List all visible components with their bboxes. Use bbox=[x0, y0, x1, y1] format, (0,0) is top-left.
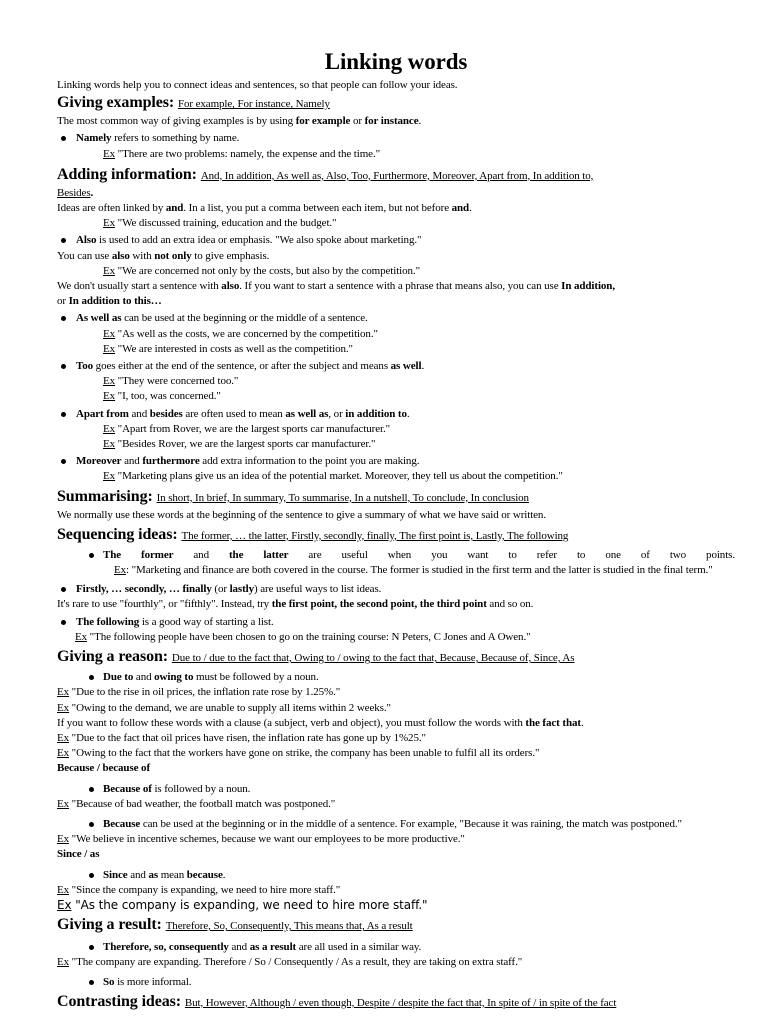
example-line: Ex "As the company is expanding, we need to hire more staff." bbox=[57, 897, 428, 912]
example-line: Ex "We are concerned not only by the costs, but also by the competition." bbox=[103, 264, 420, 277]
example-line: Ex "Apart from Rover, we are the largest sports car manufacturer." bbox=[103, 422, 391, 435]
heading-text: Summarising: bbox=[57, 487, 153, 505]
heading-text: Sequencing ideas: bbox=[57, 525, 178, 543]
paragraph: or In addition to this… bbox=[57, 295, 162, 308]
heading-giving-a-reason bbox=[57, 647, 735, 668]
paragraph: We normally use these words at the beginning of the sentence to give a summary of what we have said or written. bbox=[57, 508, 546, 521]
example-line: Ex "Since the company is expanding, we need to hire more staff." bbox=[57, 883, 341, 896]
example-line: Ex "Due to the rise in oil prices, the inflation rate rose by 1.25%." bbox=[57, 686, 341, 699]
bullet-icon bbox=[57, 615, 76, 630]
bullet-item: Due to and owing to must be followed by a noun. bbox=[57, 670, 735, 685]
heading-sub: Therefore, So, Consequently, This means that, As a result bbox=[165, 920, 413, 933]
heading-sub: The former, … the latter, Firstly, secondly, finally, The first point is, Lastly, The following bbox=[181, 529, 569, 542]
example-line: Ex "I, too, was concerned." bbox=[103, 390, 221, 403]
paragraph: You can use also with not only to give emphasis. bbox=[57, 249, 270, 262]
bullet-icon bbox=[57, 359, 76, 374]
bullet-icon bbox=[57, 407, 76, 422]
heading-text: Adding information: bbox=[57, 165, 197, 183]
example-line: Ex "We are interested in costs as well as the competition." bbox=[103, 342, 353, 355]
example-line: Ex "Because of bad weather, the football match was postponed." bbox=[57, 797, 336, 810]
bullet-icon bbox=[57, 131, 76, 146]
heading-giving-a-result bbox=[57, 915, 735, 936]
example-line: Ex "Owing to the fact that the workers have gone on strike, the company has been unable to fulfil all its orders." bbox=[57, 747, 540, 760]
bullet-icon bbox=[57, 670, 103, 685]
heading-text: Giving a result: bbox=[57, 916, 162, 934]
bullet-icon bbox=[57, 940, 103, 955]
heading-sub: And, In addition, As well as, Also, Too, Furthermore, Moreover, Apart from, In addition to, bbox=[200, 169, 594, 182]
bullet-item: The following is a good way of starting a list. bbox=[57, 615, 735, 630]
bullet-icon bbox=[57, 817, 103, 832]
bullet-item: Also is used to add an extra idea or emphasis. "We also spoke about marketing." bbox=[57, 233, 735, 248]
paragraph: If you want to follow these words with a clause (a subject, verb and object), you must follow the words with the fact that. bbox=[57, 716, 584, 729]
bullet-item: Too goes either at the end of the sentence, or after the subject and means as well. bbox=[57, 359, 735, 374]
example-line: Ex "There are two problems: namely, the expense and the time." bbox=[103, 147, 380, 160]
paragraph: It's rare to use "fourthly", or "fifthly". Instead, try the first point, the second point, the third point and so on. bbox=[57, 598, 534, 611]
bullet-icon bbox=[57, 548, 103, 563]
paragraph: The most common way of giving examples is by using for example or for instance. bbox=[57, 115, 422, 128]
example-line: Ex "Marketing plans give us an idea of the potential market. Moreover, they tell us about the competition." bbox=[103, 470, 563, 483]
example-line: Ex "We believe in incentive schemes, because we want our employees to be more productive." bbox=[57, 833, 465, 846]
example-line: Ex "We discussed training, education and the budget." bbox=[103, 217, 337, 230]
subheading: Because / because of bbox=[57, 762, 151, 775]
subheading: Since / as bbox=[57, 848, 100, 861]
heading-text: Contrasting ideas: bbox=[57, 992, 181, 1010]
heading-sub: Due to / due to the fact that, Owing to / owing to the fact that, Because, Because of, Since, As bbox=[171, 652, 575, 665]
heading-text: Giving a reason: bbox=[57, 648, 169, 666]
bullet-item: Firstly, … secondly, … finally (or lastly) are useful ways to list ideas. bbox=[57, 582, 735, 597]
bullet-item: Namely refers to something by name. bbox=[57, 131, 735, 146]
heading-text: Giving examples: bbox=[57, 94, 175, 112]
paragraph: We don't usually start a sentence with also. If you want to start a sentence with a phrase that means also, you can use In addition, bbox=[57, 280, 615, 293]
heading-sub: In short, In brief, In summary, To summarise, In a nutshell, To conclude, In conclusion bbox=[156, 491, 529, 504]
document-page bbox=[57, 46, 735, 1013]
page-title: Linking words bbox=[324, 49, 468, 74]
bullet-item: Since and as mean because. bbox=[57, 868, 735, 883]
bullet-item: Because can be used at the beginning or in the middle of a sentence. For example, "Because it was raining, the match was postponed." bbox=[57, 817, 735, 832]
bullet-item: The former and the latter are useful when you want to refer to one of two points. bbox=[57, 548, 735, 563]
bullet-icon bbox=[57, 975, 103, 990]
bullet-item: Moreover and furthermore add extra information to the point you are making. bbox=[57, 454, 735, 469]
bullet-icon bbox=[57, 233, 76, 248]
bullet-icon bbox=[57, 782, 103, 797]
example-line: Ex "The company are expanding. Therefore / So / Consequently / As a result, they are taking on extra staff." bbox=[57, 956, 523, 969]
bullet-item: Apart from and besides are often used to mean as well as, or in addition to. bbox=[57, 407, 735, 422]
intro-text: Linking words help you to connect ideas and sentences, so that people can follow your ideas. bbox=[57, 79, 458, 91]
bullet-icon bbox=[57, 454, 76, 469]
bullet-item: So is more informal. bbox=[57, 975, 735, 990]
example-line: Ex "As well as the costs, we are concerned by the competition." bbox=[103, 327, 378, 340]
heading-giving-examples bbox=[57, 93, 735, 114]
heading-sub-continued: Besides. bbox=[57, 186, 94, 199]
heading-sequencing-ideas bbox=[57, 525, 735, 546]
bullet-icon bbox=[57, 868, 103, 883]
heading-sub: For example, For instance, Namely bbox=[177, 98, 330, 111]
example-line: Ex "Besides Rover, we are the largest sports car manufacturer." bbox=[103, 438, 376, 451]
heading-summarising bbox=[57, 487, 735, 508]
example-line: Ex "Due to the fact that oil prices have risen, the inflation rate has gone up by 1%25." bbox=[57, 731, 426, 744]
paragraph: Ideas are often linked by and. In a list, you put a comma between each item, but not before and. bbox=[57, 202, 472, 215]
bullet-item: As well as can be used at the beginning or the middle of a sentence. bbox=[57, 311, 735, 326]
heading-adding-information bbox=[57, 165, 735, 186]
heading-sub: But, However, Although / even though, Despite / despite the fact that, In spite of / in spite of the fact bbox=[184, 996, 617, 1009]
example-line: Ex: "Marketing and finance are both covered in the course. The former is studied in the first term and the latter is studied in the final term." bbox=[114, 564, 713, 577]
example-line: Ex "They were concerned too." bbox=[103, 375, 239, 388]
example-line: Ex "The following people have been chosen to go on the training course: N Peters, C Jones and A Owen." bbox=[75, 630, 531, 643]
bullet-icon bbox=[57, 582, 76, 597]
bullet-icon bbox=[57, 311, 76, 326]
example-line: Ex "Owing to the demand, we are unable to supply all items within 2 weeks." bbox=[57, 701, 391, 714]
heading-contrasting-ideas bbox=[57, 992, 735, 1013]
bullet-item: Because of is followed by a noun. bbox=[57, 782, 735, 797]
bullet-item: Therefore, so, consequently and as a result are all used in a similar way. bbox=[57, 940, 735, 955]
